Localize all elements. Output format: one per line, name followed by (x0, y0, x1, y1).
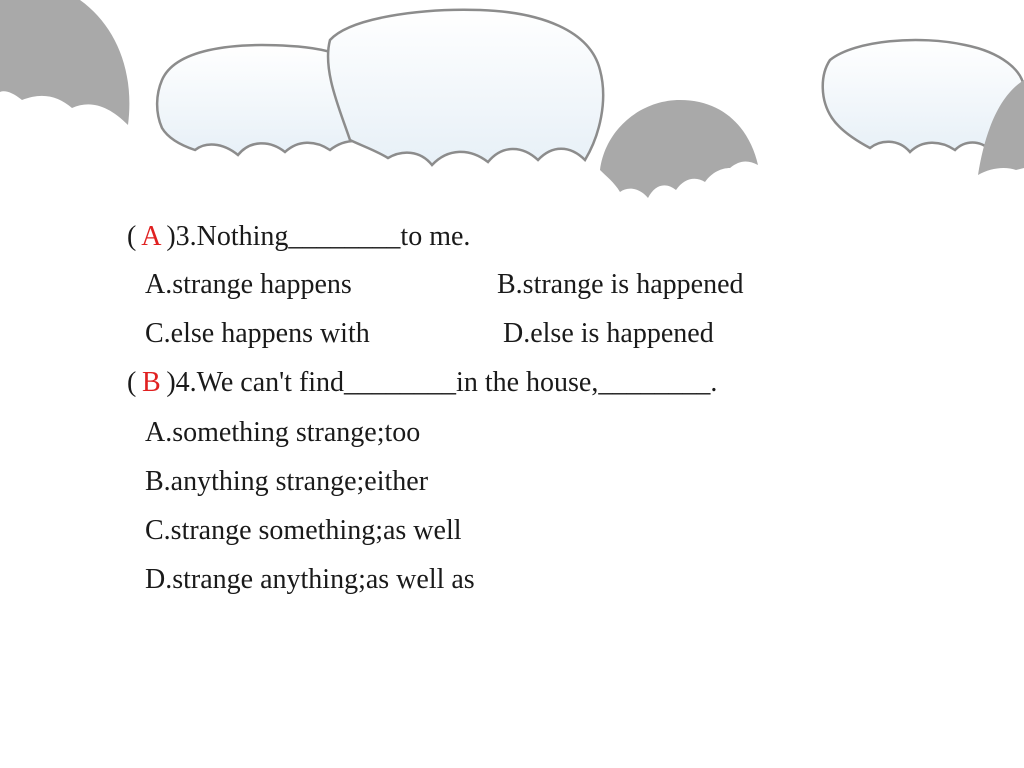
q3-option-c: C.else happens with (145, 318, 370, 349)
open-paren: ( (127, 221, 137, 252)
q4-option-c: C.strange something;as well (145, 515, 462, 546)
q4-option-b: B.anything strange;either (145, 466, 429, 497)
question-3-stem (127, 221, 470, 253)
q4-option-d: D.strange anything;as well as (145, 564, 475, 595)
q3-option-a: A.strange happens (145, 269, 352, 300)
question-3-text: )3.Nothing________to me. (166, 221, 471, 252)
decorative-bubbles (0, 0, 1024, 210)
q4-option-a: A.something strange;too (145, 417, 421, 448)
open-paren: ( (127, 367, 137, 398)
question-4-text: )4.We can't find________in the house,________. (166, 367, 718, 398)
question-4-stem (127, 367, 717, 399)
gray-bubble-left (0, 0, 129, 125)
answer-mark-q4: B (141, 367, 161, 398)
answer-mark-q3: A (141, 221, 162, 252)
q3-option-b: B.strange is happened (497, 269, 744, 300)
gray-bubble-right (600, 100, 758, 198)
q3-option-d: D.else is happened (503, 318, 714, 349)
light-bubble-2 (328, 10, 603, 165)
